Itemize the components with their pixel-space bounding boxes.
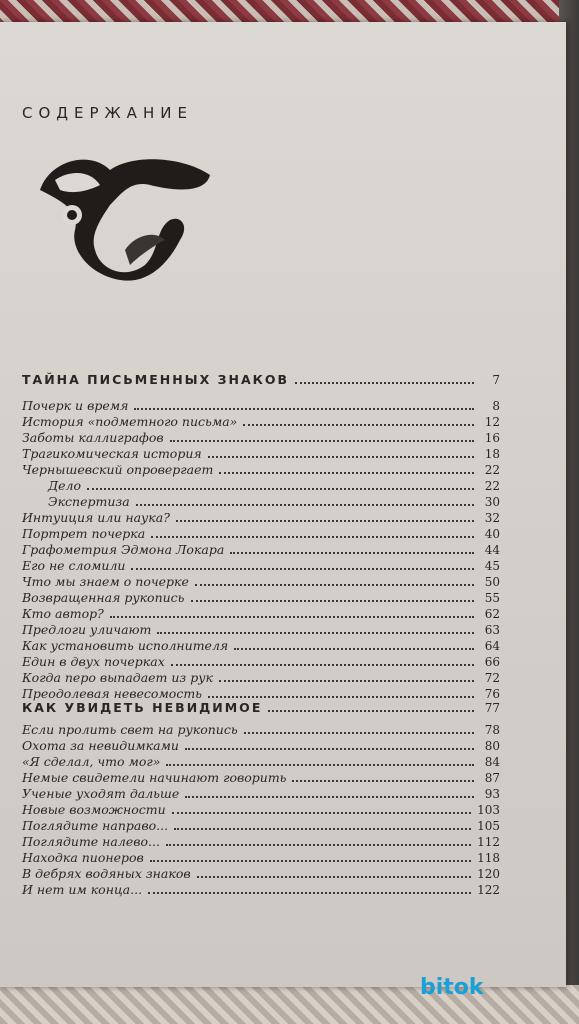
page-heading: СОДЕРЖАНИЕ [22, 104, 193, 122]
toc-title: В дебрях водяных знаков [22, 866, 191, 881]
toc-title: ТАЙНА ПИСЬМЕННЫХ ЗНАКОВ [22, 372, 290, 387]
toc-title: Его не сломили [22, 558, 126, 573]
toc-title: Поглядите налево... [22, 834, 160, 849]
toc-title: «Я сделал, что мог» [22, 754, 161, 769]
toc-leader-dots [191, 600, 475, 602]
toc-leader-dots [185, 748, 474, 750]
toc-page-number: 105 [477, 819, 500, 833]
toc-entry [22, 866, 500, 881]
toc-page-number: 80 [484, 739, 500, 753]
toc-leader-dots [131, 568, 474, 570]
toc-page-number: 32 [484, 511, 500, 525]
toc-page-number: 7 [492, 373, 500, 387]
toc-entry [22, 462, 500, 477]
toc-title: Трагикомическая история [22, 446, 202, 461]
toc-page-number: 103 [477, 803, 500, 817]
toc-title: Чернышевский опровергает [22, 462, 214, 477]
toc-entry [22, 606, 500, 621]
toc-leader-dots [295, 382, 474, 384]
toc-page-number: 76 [484, 687, 500, 701]
toc-title: Как установить исполнителя [22, 638, 229, 653]
toc-entry [22, 738, 500, 753]
toc-entry [22, 882, 500, 897]
toc-leader-dots [234, 648, 474, 650]
toc-title: Поглядите направо... [22, 818, 169, 833]
toc-page-number: 84 [484, 755, 500, 769]
toc-page-number: 87 [484, 771, 500, 785]
toc-entry [22, 722, 500, 737]
toc-title: Что мы знаем о почерке [22, 574, 189, 589]
toc-page-number: 16 [484, 431, 500, 445]
toc-leader-dots [134, 408, 474, 410]
toc-leader-dots [176, 520, 474, 522]
toc-page-number: 112 [477, 835, 500, 849]
toc-entry [22, 770, 500, 785]
toc-title: Портрет почерка [22, 526, 146, 541]
toc-page-number: 72 [484, 671, 500, 685]
toc-leader-dots [208, 696, 474, 698]
toc-leader-dots [166, 764, 474, 766]
toc-page-number: 78 [484, 723, 500, 737]
toc-entry [48, 494, 500, 509]
toc-title: Заботы каллиграфов [22, 430, 164, 445]
toc-page-number: 62 [484, 607, 500, 621]
toc-page-number: 40 [484, 527, 500, 541]
toc-title: Когда перо выпадает из рук [22, 670, 213, 685]
toc-page-number: 122 [477, 883, 500, 897]
toc-page-number: 44 [484, 543, 500, 557]
toc-entry [22, 834, 500, 849]
toc-title: Дело [48, 478, 82, 493]
toc-leader-dots [230, 552, 474, 554]
toc-page-number: 50 [484, 575, 500, 589]
toc-leader-dots [136, 504, 474, 506]
toc-page-number: 22 [484, 463, 500, 477]
toc-entry [22, 558, 500, 573]
toc-page-number: 93 [484, 787, 500, 801]
toc-entry [22, 654, 500, 669]
toc-leader-dots [170, 440, 474, 442]
toc-entry [22, 638, 500, 653]
toc-title: КАК УВИДЕТЬ НЕВИДИМОЕ [22, 700, 263, 715]
toc-page-number: 63 [484, 623, 500, 637]
toc-leader-dots [195, 584, 474, 586]
toc-title: Почерк и время [22, 398, 129, 413]
toc-leader-dots [174, 828, 471, 830]
toc-page-number: 12 [484, 415, 500, 429]
toc-leader-dots [110, 616, 474, 618]
toc-leader-dots [208, 456, 474, 458]
toc-leader-dots [171, 664, 474, 666]
toc-page-number: 118 [477, 851, 500, 865]
toc-entry [22, 802, 500, 817]
toc-leader-dots [219, 472, 474, 474]
toc-title: Если пролить свет на рукопись [22, 722, 238, 737]
toc-entry [22, 786, 500, 801]
toc-section [22, 372, 500, 387]
toc-title: Немые свидетели начинают говорить [22, 770, 287, 785]
toc-page-number: 77 [484, 701, 500, 715]
toc-entry [22, 526, 500, 541]
toc-title: Ученые уходят дальше [22, 786, 180, 801]
toc-title: Кто автор? [22, 606, 104, 621]
toc-title: Экспертиза [48, 494, 130, 509]
toc-entry [22, 818, 500, 833]
toc-title: Возвращенная рукопись [22, 590, 185, 605]
toc-leader-dots [87, 488, 474, 490]
toc-section [22, 700, 500, 715]
toc-title: Предлоги уличают [22, 622, 152, 637]
toc-page-number: 18 [484, 447, 500, 461]
toc-entry [22, 850, 500, 865]
toc-entry [22, 510, 500, 525]
toc-entry [22, 414, 500, 429]
toc-entry [22, 542, 500, 557]
toc-leader-dots [157, 632, 474, 634]
toc-page-number: 55 [484, 591, 500, 605]
toc-title: Находка пионеров [22, 850, 144, 865]
toc-entry [22, 754, 500, 769]
toc-page-number: 30 [484, 495, 500, 509]
toc-entry [22, 686, 500, 701]
toc-page-number: 45 [484, 559, 500, 573]
toc-leader-dots [292, 780, 474, 782]
toc-entry [22, 574, 500, 589]
toc-title: Преодолевая невесомость [22, 686, 202, 701]
watermark-logo: bitok [420, 975, 484, 1000]
toc-title: Интуиция или наука? [22, 510, 170, 525]
toc-leader-dots [148, 892, 471, 894]
toc-leader-dots [244, 732, 474, 734]
toc-entry [48, 478, 500, 493]
toc-entry [22, 430, 500, 445]
toc-entry [22, 590, 500, 605]
toc-leader-dots [151, 536, 474, 538]
toc-title: История «подметного письма» [22, 414, 238, 429]
toc-title: И нет им конца... [22, 882, 143, 897]
toc-entry [22, 622, 500, 637]
toc-leader-dots [150, 860, 471, 862]
toc-leader-dots [268, 710, 474, 712]
toc-leader-dots [243, 424, 474, 426]
toc-title: Новые возможности [22, 802, 166, 817]
toc-entry [22, 446, 500, 461]
toc-entry [22, 670, 500, 685]
toc-leader-dots [185, 796, 474, 798]
toc-page-number: 22 [484, 479, 500, 493]
toc-page-number: 120 [477, 867, 500, 881]
toc-page-number: 66 [484, 655, 500, 669]
toc-title: Един в двух почерках [22, 654, 165, 669]
toc-entry [22, 398, 500, 413]
toc-leader-dots [172, 812, 471, 814]
toc-leader-dots [166, 844, 471, 846]
toc-page-number: 8 [492, 399, 500, 413]
toc-leader-dots [197, 876, 471, 878]
toc-title: Охота за невидимками [22, 738, 179, 753]
toc-leader-dots [219, 680, 474, 682]
toc-page-number: 64 [484, 639, 500, 653]
toc-title: Графометрия Эдмона Локара [22, 542, 225, 557]
